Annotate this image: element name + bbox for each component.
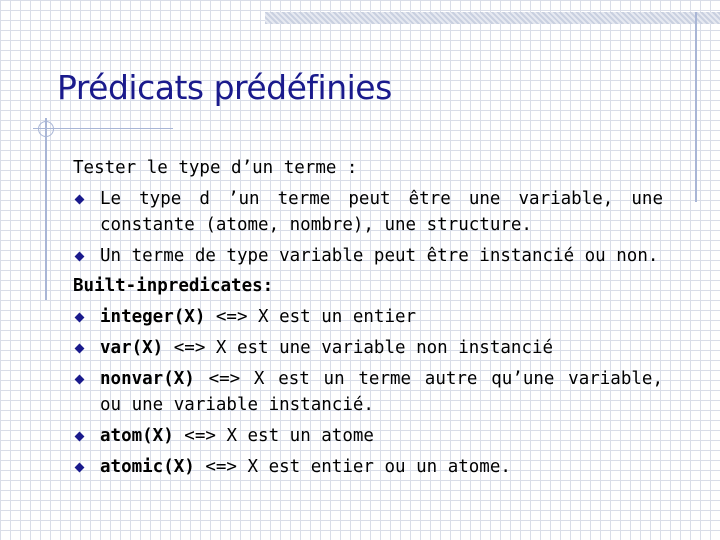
list-item <box>73 366 663 418</box>
diamond-bullet-icon <box>75 463 85 473</box>
predicate-name: nonvar(X) <box>100 369 195 389</box>
title-underline-rule <box>33 128 173 129</box>
predicate-name: integer(X) <box>100 307 206 327</box>
diamond-bullet-icon <box>75 344 85 354</box>
list-item-text: Un terme de type variable peut être instancié ou non. <box>100 246 659 266</box>
decorative-left-rule <box>45 118 47 300</box>
decorative-top-band <box>265 12 720 24</box>
list-item <box>73 304 663 330</box>
diamond-bullet-icon <box>75 375 85 385</box>
builtin-heading: Built-inpredicates: <box>73 276 274 296</box>
predicate-name: atom(X) <box>100 426 174 446</box>
diamond-bullet-icon <box>75 252 85 262</box>
slide-title: Prédicats prédéfinies <box>57 68 392 107</box>
decorative-ring <box>38 121 54 137</box>
predicate-description: <=> X est un atome <box>173 426 374 446</box>
diamond-bullet-icon <box>75 313 85 323</box>
list-item <box>73 186 663 238</box>
list-item <box>73 243 663 269</box>
predicate-description: <=> X est entier ou un atome. <box>194 457 511 477</box>
diamond-bullet-icon <box>75 195 85 205</box>
predicate-description: <=> X est une variable non instancié <box>163 338 554 358</box>
slide-content <box>73 155 663 480</box>
intro-line: Tester le type d’un terme : <box>73 158 358 178</box>
diamond-bullet-icon <box>75 432 85 442</box>
list-item <box>73 423 663 449</box>
predicate-name: var(X) <box>100 338 164 358</box>
list-item <box>73 454 663 480</box>
predicate-description: <=> X est un terme autre qu’une variable, ou une variable instancié. <box>100 369 663 415</box>
list-item <box>73 335 663 361</box>
list-item-text: Le type d ’un terme peut être une variable, une constante (atome, nombre), une structure. <box>100 189 663 235</box>
decorative-right-rule <box>695 12 697 202</box>
predicate-description: <=> X est un entier <box>205 307 417 327</box>
predicate-name: atomic(X) <box>100 457 195 477</box>
